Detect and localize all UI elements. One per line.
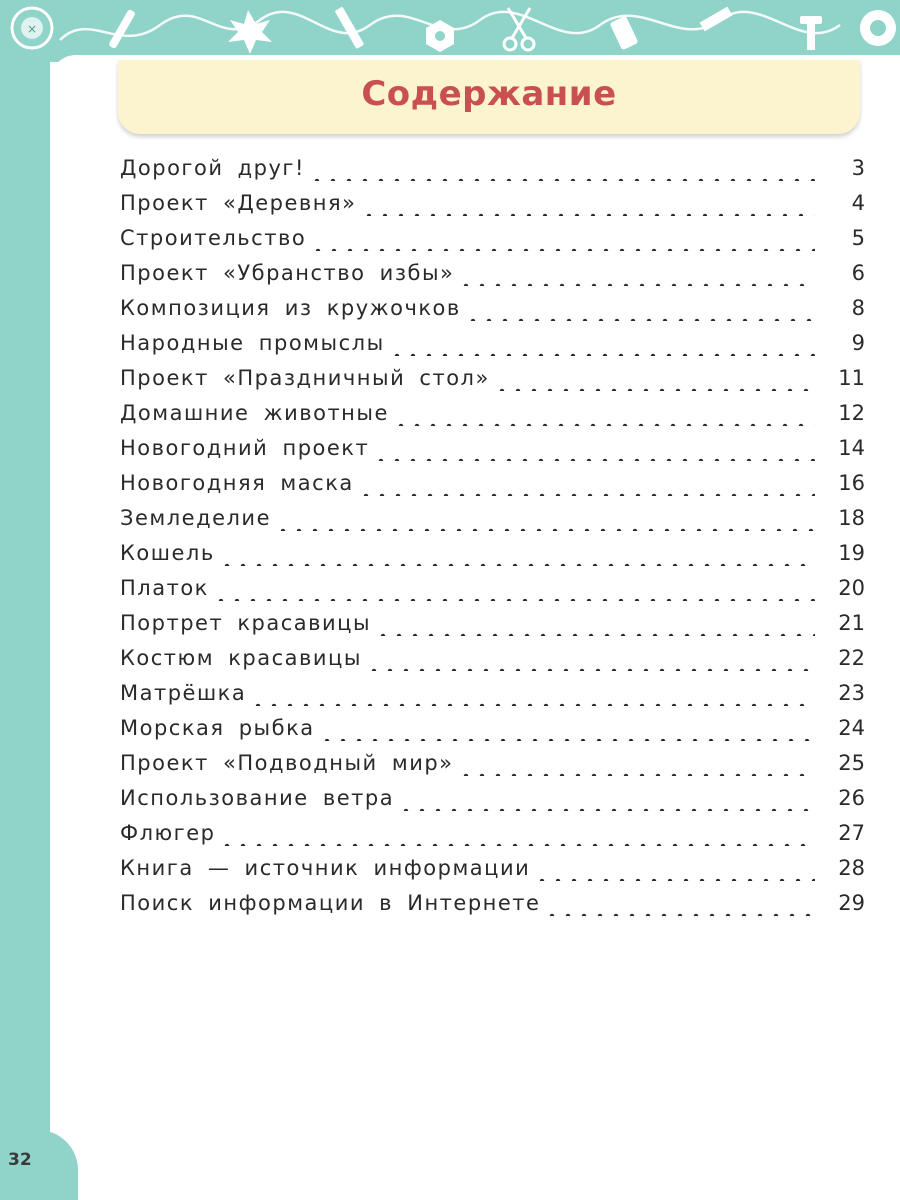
dot-leader: [275, 511, 815, 531]
toc-entry-title: Матрёшка: [120, 680, 247, 705]
toc-entry: [120, 850, 865, 885]
svg-text:×: ×: [27, 22, 38, 36]
toc-entry-page: 28: [838, 855, 865, 880]
toc-entry-page: 14: [838, 435, 865, 460]
dot-leader: [361, 196, 816, 216]
comb-icon: [700, 7, 733, 32]
toc-entry: [120, 535, 865, 570]
title-banner: [118, 60, 860, 134]
craft-pattern-icon: [0, 0, 900, 62]
toc-entry: [120, 710, 865, 745]
toc-entry-page: 4: [851, 190, 865, 215]
toc-entry-page: 24: [838, 715, 865, 740]
dot-leader: [358, 476, 815, 496]
toc-entry-page: 29: [838, 890, 865, 915]
toc-entry-title: Домашние животные: [120, 400, 389, 425]
toc-entry-title: Композиция из кружочков: [120, 295, 461, 320]
toc-entry: [120, 360, 865, 395]
toc-entry-page: 26: [838, 785, 865, 810]
toc-entry-title: Портрет красавицы: [120, 610, 372, 635]
toc-entry-title: Проект «Убранство избы»: [120, 260, 455, 285]
toc-entry: [120, 290, 865, 325]
toc-entry-title: Книга — источник информации: [120, 855, 531, 880]
glue-icon: [610, 16, 639, 51]
toc-entry-page: 11: [838, 365, 865, 390]
toc-entry: [120, 780, 865, 815]
button-icon: [12, 8, 52, 48]
toc-entry-title: Проект «Подводный мир»: [120, 750, 454, 775]
toc-entry-title: Использование ветра: [120, 785, 395, 810]
toc-entry: [120, 745, 865, 780]
toc-entry-page: 18: [838, 505, 865, 530]
toc-entry: [120, 150, 865, 185]
toc-entry-page: 27: [838, 820, 865, 845]
toc-entry-title: Костюм красавицы: [120, 645, 362, 670]
toc-entry: [120, 430, 865, 465]
toc-entry-title: Кошель: [120, 540, 215, 565]
toc-entry: [120, 325, 865, 360]
toc-entry: [120, 570, 865, 605]
left-margin-band: [0, 55, 50, 1200]
table-of-contents: [120, 150, 865, 920]
dot-leader: [494, 371, 815, 391]
dot-leader: [250, 686, 815, 706]
page-title: Содержание: [361, 74, 617, 114]
dot-leader: [309, 161, 815, 181]
toc-entry-title: Проект «Праздничный стол»: [120, 365, 490, 390]
toc-entry-page: 3: [851, 155, 865, 180]
toc-entry-title: Строительство: [120, 225, 307, 250]
toc-entry-page: 25: [838, 750, 865, 775]
dot-leader: [373, 441, 815, 461]
dot-leader: [375, 616, 815, 636]
toc-entry: [120, 640, 865, 675]
toc-entry: [120, 255, 865, 290]
toc-entry-title: Земледелие: [120, 505, 271, 530]
dot-leader: [534, 861, 815, 881]
brush-icon: [108, 9, 136, 49]
dot-leader: [465, 301, 815, 321]
toc-entry: [120, 185, 865, 220]
toc-entry-title: Флюгер: [120, 820, 216, 845]
pencil-icon: [335, 6, 365, 49]
dot-leader: [458, 756, 815, 776]
thread-icon: [860, 10, 896, 46]
dot-leader: [219, 826, 815, 846]
dot-leader: [458, 266, 815, 286]
toc-entry: [120, 815, 865, 850]
toc-entry: [120, 395, 865, 430]
toc-entry-page: 20: [838, 575, 865, 600]
toc-entry-title: Платок: [120, 575, 209, 600]
page-number: 32: [8, 1150, 32, 1170]
toc-entry-page: 21: [838, 610, 865, 635]
toc-entry: [120, 465, 865, 500]
toc-entry-title: Новогодняя маска: [120, 470, 354, 495]
toc-entry-page: 8: [851, 295, 865, 320]
toc-entry-title: Проект «Деревня»: [120, 190, 357, 215]
toc-entry-page: 5: [851, 225, 865, 250]
toc-entry: [120, 885, 865, 920]
dot-leader: [366, 651, 815, 671]
toc-entry-title: Народные промыслы: [120, 330, 385, 355]
toc-entry-title: Дорогой друг!: [120, 155, 305, 180]
toc-entry-page: 22: [838, 645, 865, 670]
toc-entry-title: Новогодний проект: [120, 435, 370, 460]
toc-entry: [120, 500, 865, 535]
dot-leader: [544, 896, 815, 916]
toc-entry-page: 19: [838, 540, 865, 565]
toc-entry-page: 12: [838, 400, 865, 425]
toc-entry: [120, 675, 865, 710]
toc-entry-page: 16: [838, 470, 865, 495]
dot-leader: [219, 546, 815, 566]
toc-entry-page: 9: [851, 330, 865, 355]
toc-entry-title: Поиск информации в Интернете: [120, 890, 541, 915]
toc-entry: [120, 220, 865, 255]
dot-leader: [398, 791, 815, 811]
dot-leader: [310, 231, 815, 251]
toc-entry: [120, 605, 865, 640]
dot-leader: [389, 336, 815, 356]
dot-leader: [213, 581, 815, 601]
toc-entry-title: Морская рыбка: [120, 715, 315, 740]
top-decorative-band: [0, 0, 900, 62]
dot-leader: [393, 406, 815, 426]
toc-entry-page: 23: [838, 680, 865, 705]
toc-entry-page: 6: [851, 260, 865, 285]
dot-leader: [319, 721, 815, 741]
